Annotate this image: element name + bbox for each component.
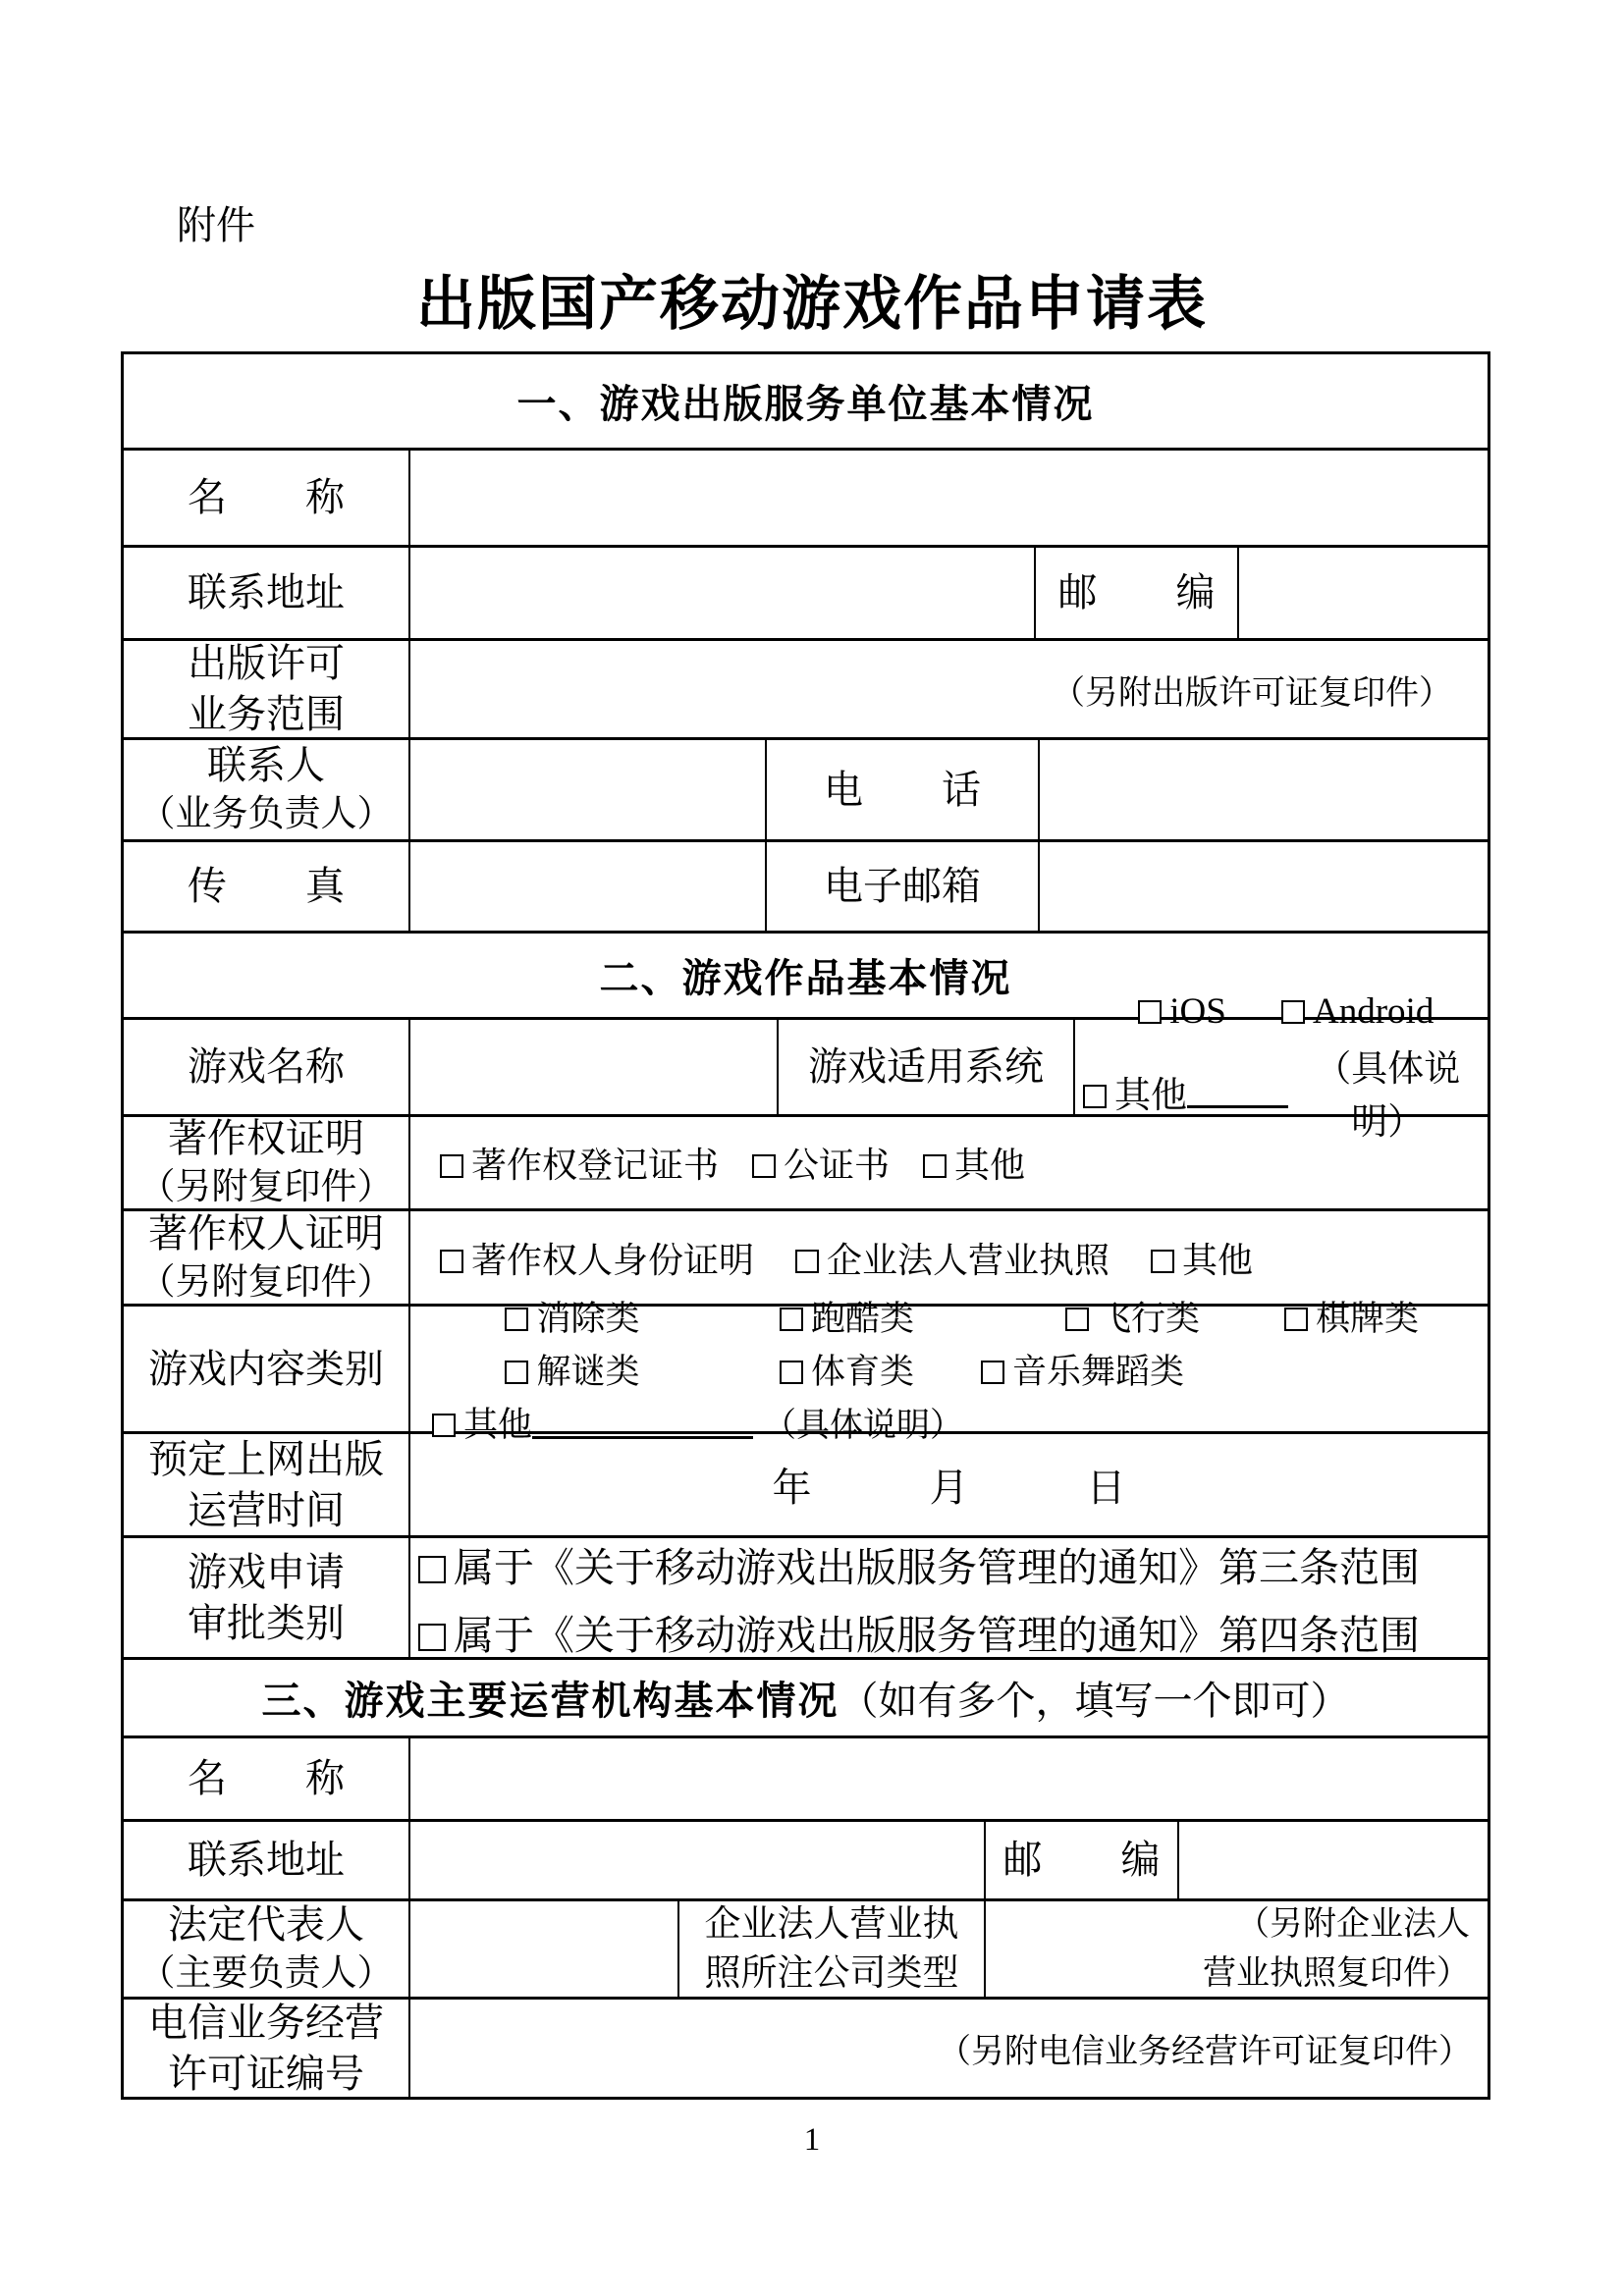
checkbox-option-android[interactable] [1281,990,1434,1033]
license-scope-row [124,641,1488,740]
checkbox-icon [418,1556,446,1583]
fax-email-row [124,842,1488,934]
copyright-owner-label-line2: （另附复印件） [138,1261,394,1303]
checkbox-option-puzzle[interactable] [432,1345,713,1394]
business-license-note-line2: 营业执照复印件） [1203,1954,1470,1992]
operator-postcode-value-cell [1179,1822,1488,1898]
company-type-label [679,1901,986,1997]
license-scope-value-cell [410,641,1488,737]
phone-label-text: 电 话 [824,767,981,812]
operator-postcode-label-text: 邮 编 [1002,1838,1161,1882]
checkbox-icon [1083,1085,1107,1108]
license-scope-note: （另附出版许可证复印件） [1052,674,1452,712]
email-label-text: 电子邮箱 [824,864,981,908]
launch-date-placeholder: 年 月 日 [772,1466,1126,1510]
telecom-license-label-line1: 电信业务经营 [148,2000,384,2045]
checkbox-icon [505,1361,528,1384]
email-value-cell [1040,842,1488,931]
platform-label-text: 游戏适用系统 [808,1044,1044,1089]
checkbox-option-platform-other[interactable] [1083,1065,1187,1118]
section3-header-text: 三、游戏主要运营机构基本情况 [261,1680,839,1723]
telecom-license-value-cell [410,2000,1488,2097]
org-address-row [124,548,1488,641]
company-type-label-line1: 企业法人营业执 [704,1903,959,1945]
approval-category-label-line2: 审批类别 [188,1600,345,1645]
option-label-android: Android [1313,990,1435,1032]
checkbox-option-match3[interactable] [432,1292,713,1341]
checkbox-icon [440,1250,463,1273]
org-address-label [124,548,410,638]
option-label: 其他 [463,1405,533,1444]
checkbox-option-article3[interactable] [418,1535,1420,1593]
option-label-ios: iOS [1169,990,1226,1032]
fax-label [124,842,410,931]
operator-name-label [124,1738,410,1819]
option-label: 公证书 [784,1146,891,1185]
option-label: 跑酷类 [810,1299,914,1338]
page-number: 1 [803,2122,821,2158]
org-postcode-label [1036,548,1239,638]
launch-date-label [124,1434,410,1535]
contact-person-label-line2: （业务负责人） [138,794,394,835]
phone-label [767,740,1040,839]
copyright-proof-row [124,1117,1488,1211]
option-label: 棋牌类 [1316,1299,1420,1338]
platform-label [779,1020,1075,1114]
section1-header [124,354,1488,448]
checkbox-option-board-card[interactable] [1284,1292,1419,1341]
checkbox-icon [440,1154,463,1178]
approval-option-line2 [418,1603,1420,1661]
checkbox-option-flight[interactable] [981,1292,1284,1341]
checkbox-option-sports[interactable] [713,1345,981,1394]
telecom-license-note: （另附电信业务经营许可证复印件） [938,2034,1472,2070]
game-category-label [124,1307,410,1431]
copyright-proof-label [124,1117,410,1208]
game-category-label-text: 游戏内容类别 [148,1346,384,1391]
company-type-label-line2: 照所注公司类型 [704,1952,959,1994]
option-label-platform-other: 其他 [1114,1075,1187,1116]
copyright-owner-label-line1: 著作权人证明 [148,1210,384,1255]
checkbox-option-business-license[interactable] [795,1233,1110,1283]
copyright-owner-label [124,1211,410,1304]
license-scope-label [124,641,410,737]
option-label: 属于《关于移动游戏出版服务管理的通知》第四条范围 [454,1612,1420,1658]
contact-person-label-line1: 联系人 [207,743,325,788]
contact-person-label [124,740,410,839]
org-name-label-text: 名 称 [188,475,345,519]
legal-representative-label-line2: （主要负责人） [138,1953,394,1995]
option-label: 企业法人营业执照 [827,1240,1110,1280]
checkbox-icon [1281,1000,1305,1024]
option-label: 著作权人身份证明 [471,1240,755,1280]
checkbox-icon [795,1250,819,1273]
fax-label-text: 传 真 [188,864,345,908]
section3-header [124,1660,1488,1735]
operator-name-row [124,1738,1488,1822]
category-options-line1 [432,1292,1419,1341]
org-name-row [124,451,1488,548]
checkbox-icon [1284,1308,1308,1331]
legal-representative-value-cell [410,1901,679,1997]
attachment-label: 附件 [177,204,255,247]
checkbox-icon [923,1154,947,1178]
copyright-options-cell [410,1117,1488,1208]
option-label: 属于《关于移动游戏出版服务管理的通知》第三条范围 [454,1544,1420,1590]
option-label: 飞行类 [1096,1299,1200,1338]
option-label: 解谜类 [536,1352,640,1391]
option-label: 其他 [954,1146,1026,1185]
checkbox-option-owner-id[interactable] [440,1233,754,1283]
operator-name-label-text: 名 称 [188,1756,345,1800]
copyright-proof-label-line1: 著作权证明 [168,1116,364,1161]
telecom-license-row [124,2000,1488,2097]
operator-address-value-cell [410,1822,986,1898]
phone-value-cell [1040,740,1488,839]
checkbox-option-ios[interactable] [1083,990,1281,1033]
section3-header-note: （如有多个，填写一个即可） [839,1679,1350,1723]
checkbox-option-runner[interactable] [713,1292,981,1341]
checkbox-option-copyright-other[interactable] [923,1138,1025,1188]
checkbox-icon [505,1308,528,1331]
option-label: 音乐舞蹈类 [1012,1352,1185,1391]
option-label: 其他 [1182,1240,1254,1280]
checkbox-icon [432,1414,456,1437]
platform-options-line1 [1083,990,1434,1033]
operator-name-value-cell [410,1738,1488,1819]
checkbox-icon [780,1308,803,1331]
legal-representative-label [124,1901,410,1997]
checkbox-icon [1151,1250,1174,1273]
section1-header-text: 一、游戏出版服务单位基本情况 [516,383,1095,426]
category-options-line2 [432,1345,1184,1394]
game-name-label [124,1020,410,1114]
business-license-note-line1: （另附企业法人 [1236,1906,1470,1944]
category-other-note: （具体说明） [763,1408,964,1444]
fax-value-cell [410,842,767,931]
option-label: 消除类 [536,1299,640,1338]
approval-category-label-line1: 游戏申请 [188,1549,345,1594]
org-name-label [124,451,410,545]
section2-header-text: 二、游戏作品基本情况 [599,957,1012,1000]
checkbox-icon [752,1154,776,1178]
approval-options-cell [410,1538,1488,1657]
telecom-license-label [124,2000,410,2097]
owner-options-cell [410,1211,1488,1304]
checkbox-icon [1138,1000,1162,1024]
telecom-license-label-line2: 许可证编号 [168,2051,364,2096]
game-name-value-cell [410,1020,779,1114]
license-scope-label-line2: 业务范围 [188,692,345,736]
email-label [767,842,1040,931]
application-form-table [121,351,1490,2100]
checkbox-icon [981,1361,1004,1384]
org-postcode-label-text: 邮 编 [1057,570,1216,614]
copyright-proof-label-line2: （另附复印件） [138,1167,394,1208]
checkbox-icon [780,1361,803,1384]
approval-category-row [124,1538,1488,1660]
license-scope-label-line1: 出版许可 [188,641,345,685]
launch-date-value-cell [410,1434,1488,1535]
operator-address-label [124,1822,410,1898]
operator-postcode-label [986,1822,1179,1898]
category-options-cell [410,1299,1488,1444]
contact-person-value-cell [410,740,767,839]
platform-other-note: （具体说明） [1315,1048,1461,1143]
approval-option-line1 [418,1535,1420,1593]
checkbox-option-music-dance[interactable] [981,1345,1184,1394]
section3-header-row [124,1660,1488,1738]
checkbox-option-copyright-cert[interactable] [440,1138,719,1188]
game-category-row [124,1299,1488,1444]
launch-date-label-line1: 预定上网出版 [148,1436,384,1481]
document-title: 出版国产移动游戏作品申请表 [416,271,1208,337]
fill-in-blank [1187,1075,1288,1108]
checkbox-option-notary-cert[interactable] [752,1138,890,1188]
contact-person-row [124,740,1488,842]
legal-representative-label-line1: 法定代表人 [168,1902,364,1948]
checkbox-option-owner-other[interactable] [1151,1233,1253,1283]
section1-header-row [124,354,1488,451]
org-postcode-value-cell [1239,548,1488,638]
org-name-value-cell [410,451,1488,545]
operator-address-label-text: 联系地址 [188,1838,345,1882]
approval-category-label [124,1538,410,1657]
option-label: 著作权登记证书 [471,1146,720,1185]
business-license-note-cell [986,1901,1488,1997]
org-address-value-cell [410,548,1036,638]
option-label: 体育类 [810,1352,914,1391]
checkbox-icon [1065,1308,1089,1331]
launch-date-label-line2: 运营时间 [188,1487,345,1532]
launch-date-row [124,1434,1488,1538]
legal-representative-row [124,1901,1488,2000]
operator-address-row [124,1822,1488,1901]
platform-options-cell [1075,990,1488,1143]
org-address-label-text: 联系地址 [188,570,345,614]
game-name-label-text: 游戏名称 [188,1044,345,1089]
checkbox-option-article4[interactable] [418,1603,1420,1661]
checkbox-icon [418,1624,446,1651]
